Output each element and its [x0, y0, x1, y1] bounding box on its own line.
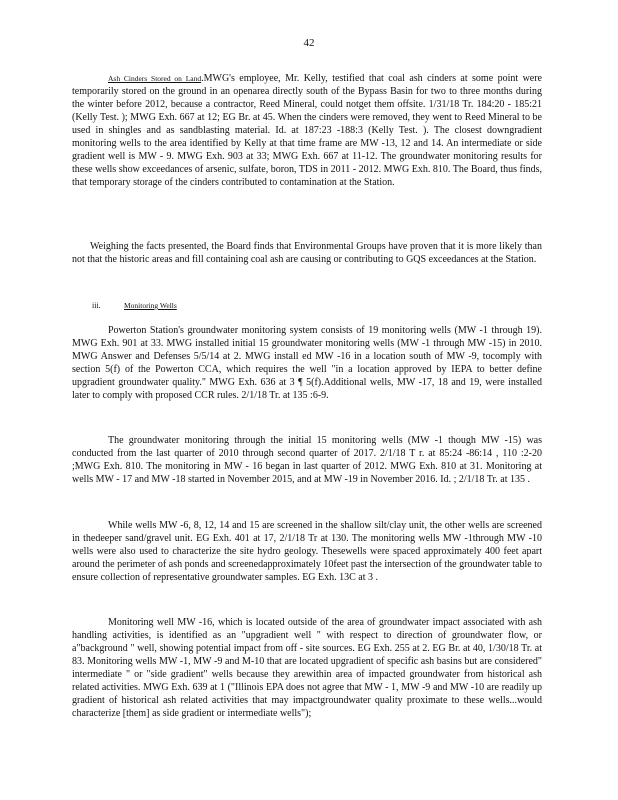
section-heading — [92, 299, 392, 312]
paragraph-ash-cinders — [72, 72, 542, 189]
section-title: Monitoring Wells — [124, 301, 177, 310]
paragraph-monitoring-schedule: The groundwater monitoring through the initial 15 monitoring wells (MW -1 though MW -15) was conducted from the last quarter of 2010 through second quarter of 2017. 2/1/18 T r. at 85:24 -86:14 , 110 :2-20 ;MWG Exh. 810. The monitoring in MW - 16 began in last quarter of 2012. MWG Exh. 810 at 31. Monitoring at wells MW - 17 and MW -18 started in November 2015, and at MW -19 in November 2016. Id. ; 2/1/18 Tr. at 135 . — [72, 435, 542, 485]
ash-cinders-body: .MWG's employee, Mr. Kelly, testified that coal ash cinders at some point were temporarily stored on the ground in an openarea directly south of the Bypass Basin for two to three months during the winter before 2012, because a contractor, Reed Mineral, could notget them offsite. 1/31/18 Tr. 184:20 - 185:21 (Kelly Test. ); MWG Exh. 667 at 12; EG Br. at 45. When the cinders were removed, they went to Reed Mineral to be used in shingles and as sandblasting material. Id. at 187:23 -188:3 (Kelly Test. ). The closest downgradient monitoring wells to the area identified by Kelly at that time frame are MW -13, 12 and 14. An intermediate or side gradient well is MW - 9. MWG Exh. 903 at 33; MWG Exh. 667 at 11-12. The groundwater monitoring results for these wells show exceedances of arsenic, sulfate, boron, TDS in 2011 - 2012. MWG Exh. 810. The Board, thus finds, that temporary storage of the cinders contributed to contamination at the Station. — [72, 73, 542, 188]
paragraph-well-screens: While wells MW -6, 8, 12, 14 and 15 are screened in the shallow silt/clay unit, the other wells are screened in thedeeper sand/gravel unit. EG Exh. 401 at 17, 2/1/18 Tr at 130. The monitoring wells MW -1through MW -10 wells were also used to characterize the site hydro geology. Thesewells were spaced approximately 400 feet apart around the perimeter of ash ponds and screenedapproximately 10feet past the intersection of the groundwater table to ensure collection of representative groundwater samples. EG Exh. 13C at 3 . — [72, 520, 542, 583]
ash-cinders-heading: Ash Cinders Stored on Land — [108, 74, 202, 83]
section-marker: iii. — [92, 301, 101, 310]
paragraph-upgradient-well: Monitoring well MW -16, which is located outside of the area of groundwater impact associated with ash handling activities, is identified as an "upgradient well " with respect to direction of groundwater flow, or a"background " well, showing potential impact from off - site sources. EG Exh. 255 at 2. EG Br. at 40, 1/30/18 Tr. at 83. Monitoring wells MW -1, MW -9 and M-10 that are located upgradient of specific ash basins but are considered" intermediate " or "side gradient" wells because they arewithin area of impacted groundwater from historical ash related activities. MWG Exh. 639 at 1 ("Illinois EPA does not agree that MW - 1, MW -9 and MW -10 are readily up gradient of historical ash related activities that may impactgroundwater quality proximate to these wells...would characterize [them] as side gradient or intermediate wells"); — [72, 617, 542, 719]
paragraph-monitoring-system: Powerton Station's groundwater monitoring system consists of 19 monitoring wells (MW -1 through 19). MWG Exh. 901 at 33. MWG installed initial 15 groundwater monitoring wells (MW -1 through MW -15) in 2010. MWG Answer and Defenses 5/5/14 at 2. MWG install ed MW -16 in a location south of MW -9, tocomply with section 5(f) of the Powerton CCA, which requires the well "in a location approved by IEPA to better define upgradient groundwater quality." MWG Exh. 636 at 3 ¶ 5(f).Additional wells, MW -17, 18 and 19, were installed later to comply with proposed CCR rules. 2/1/18 Tr. at 135 :6-9. — [72, 325, 542, 401]
paragraph-weighing-facts: Weighing the facts presented, the Board finds that Environmental Groups have proven that it is more likely than not that the historic areas and fill containing coal ash are causing or contributing to GQS exceedances at the Station. — [72, 241, 542, 265]
page-number: 42 — [303, 37, 315, 49]
